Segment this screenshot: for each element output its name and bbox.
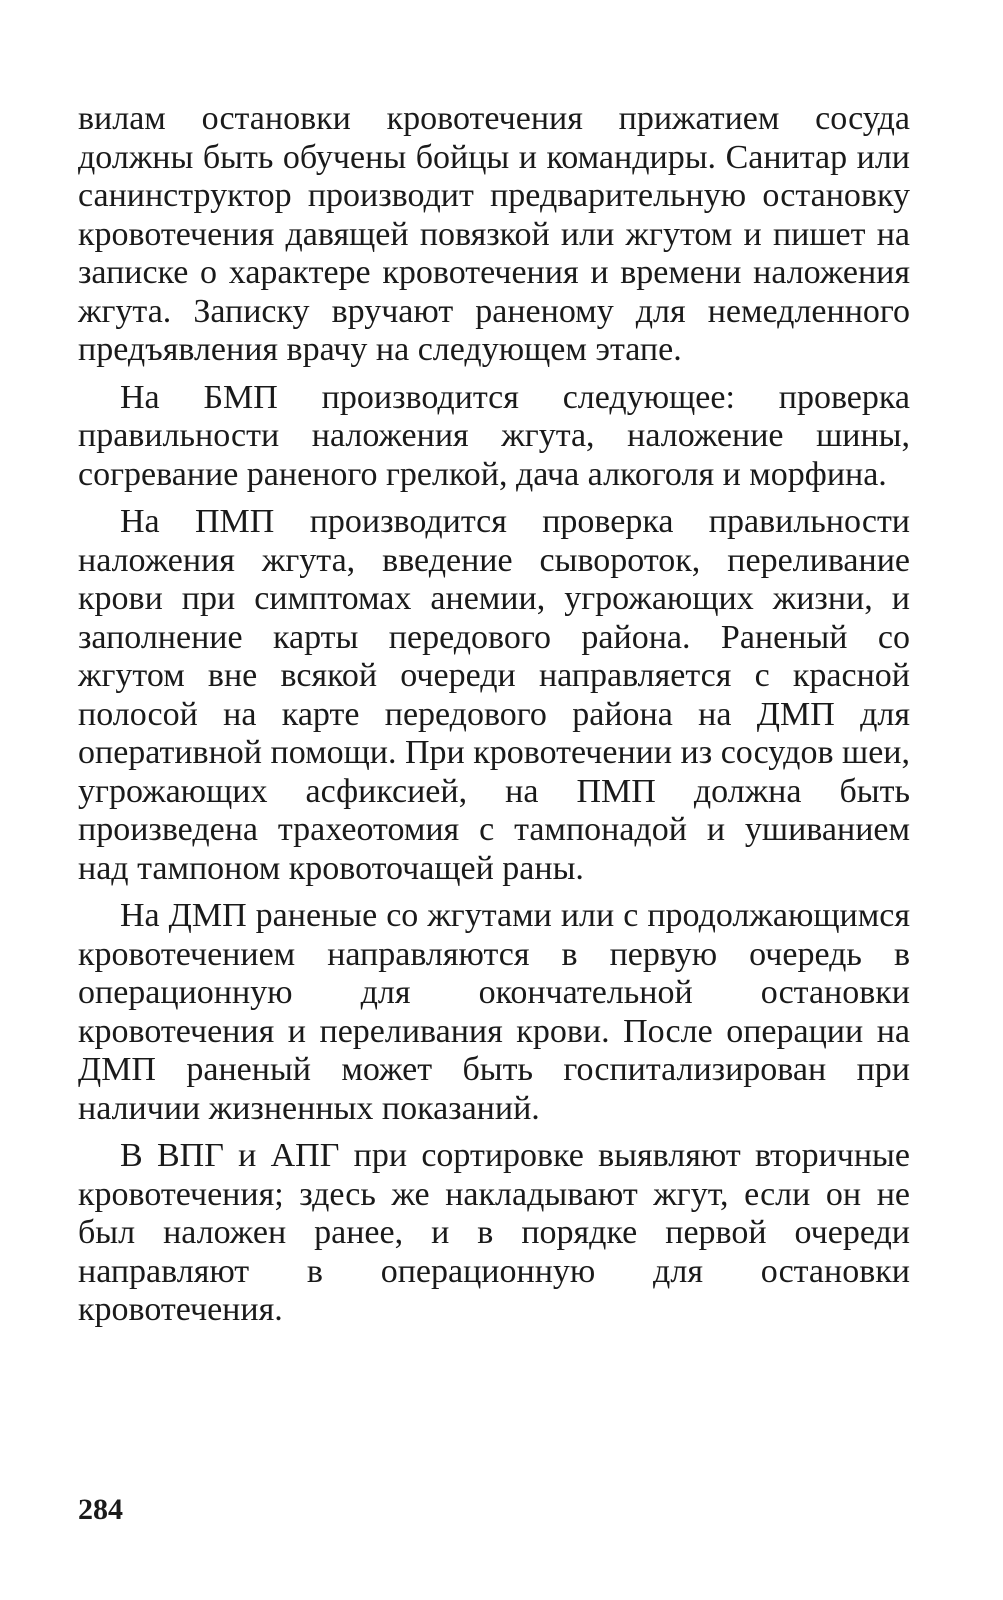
paragraph-3: На ПМП производится проверка правильности наложения жгута, введение сывороток, переливание крови при симптомах анемии, угрожающих жизни, и заполнение карты передового района. Раненый со жгутом вне всякой очереди направляется с красной полосой на карте передового района на ДМП для оперативной помощи. При кровотечении из сосудов шеи, угрожающих асфиксией, на ПМП должна быть произведена трахеотомия с тампонадой и ушиванием над тампоном кровоточащей раны. xyxy=(78,503,910,887)
paragraph-4: На ДМП раненые со жгутами или с продолжающимся кровотечением направляются в первую очередь в операционную для окончательной остановки кровотечения и переливания крови. После операции на ДМП раненый может быть госпитализирован при наличии жизненных показаний. xyxy=(78,897,910,1127)
paragraph-1: вилам остановки кровотечения прижатием сосуда должны быть обучены бойцы и командиры. Санитар или санинструктор производит предварительную остановку кровотечения давящей повязкой или жгутом и пишет на записке о характере кровотечения и времени наложения жгута. Записку вручают раненому для немедленного предъявления врачу на следующем этапе. xyxy=(78,100,910,368)
page-body xyxy=(78,100,910,1330)
paragraph-2: На БМП производится следующее: проверка правильности наложения жгута, наложение шины, согревание раненого грелкой, дача алкоголя и морфина. xyxy=(78,378,910,493)
paragraph-5: В ВПГ и АПГ при сортировке выявляют вторичные кровотечения; здесь же накладывают жгут, если он не был наложен ранее, и в порядке первой очереди направляют в операционную для остановки кровотечения. xyxy=(78,1137,910,1328)
page-number: 284 xyxy=(78,1493,123,1526)
